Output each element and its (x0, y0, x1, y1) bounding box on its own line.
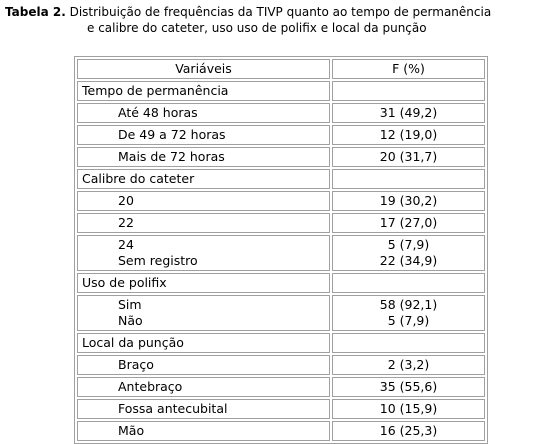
variable-cell (77, 191, 330, 211)
table-row (77, 235, 485, 271)
variable-label: 24 (118, 237, 134, 252)
variable-cell (77, 295, 330, 331)
group-empty-cell (332, 81, 485, 101)
header-row (77, 59, 485, 79)
variable-label: 22 (118, 215, 134, 230)
frequency-value: 5 (7,9) (387, 313, 430, 328)
frequency-value: 12 (19,0) (379, 127, 438, 142)
variable-cell (77, 377, 330, 397)
variable-label: Até 48 horas (118, 105, 198, 120)
table-row (77, 125, 485, 145)
group-empty-cell (332, 169, 485, 189)
variable-cell (77, 213, 330, 233)
caption-label: Tabela 2. (5, 5, 66, 19)
frequency-value: 31 (49,2) (379, 105, 438, 120)
header-frequency: F (%) (332, 59, 485, 79)
frequency-value: 10 (15,9) (379, 401, 438, 416)
caption-line-1: Distribuição de frequências da TIVP quanto ao tempo de permanência (65, 5, 492, 19)
group-row (77, 81, 485, 101)
variable-label: Mais de 72 horas (118, 149, 225, 164)
variable-label: Antebraço (118, 379, 183, 394)
table-row (77, 377, 485, 397)
frequency-value: 58 (92,1) (379, 297, 438, 312)
group-empty-cell (332, 273, 485, 293)
variable-cell (77, 235, 330, 271)
group-row (77, 333, 485, 353)
frequency-value: 17 (27,0) (379, 215, 438, 230)
frequency-value: 5 (7,9) (387, 237, 430, 252)
table-row (77, 421, 485, 441)
variable-label: Não (118, 313, 143, 328)
table-row (77, 399, 485, 419)
frequency-cell (332, 399, 485, 419)
variable-label: Mão (118, 423, 145, 438)
group-row (77, 169, 485, 189)
table-caption (5, 4, 550, 36)
frequency-value: 35 (55,6) (379, 379, 438, 394)
header-variables: Variáveis (77, 59, 330, 79)
frequency-value: 2 (3,2) (387, 357, 430, 372)
frequency-value: 19 (30,2) (379, 193, 438, 208)
table-row (77, 103, 485, 123)
variable-cell (77, 355, 330, 375)
frequency-value: 22 (34,9) (379, 253, 438, 268)
frequency-table (74, 56, 488, 444)
group-title: Tempo de permanência (77, 81, 330, 101)
caption-line-2: e calibre do cateter, uso uso de polifix e local da punção (87, 21, 427, 35)
variable-label: Braço (118, 357, 154, 372)
frequency-value: 16 (25,3) (379, 423, 438, 438)
frequency-cell (332, 295, 485, 331)
group-title: Calibre do cateter (77, 169, 330, 189)
frequency-cell (332, 235, 485, 271)
variable-cell (77, 147, 330, 167)
frequency-cell (332, 421, 485, 441)
table-row (77, 191, 485, 211)
group-title: Local da punção (77, 333, 330, 353)
variable-label: 20 (118, 193, 134, 208)
group-empty-cell (332, 333, 485, 353)
frequency-cell (332, 125, 485, 145)
frequency-cell (332, 147, 485, 167)
variable-label: De 49 a 72 horas (118, 127, 226, 142)
group-row (77, 273, 485, 293)
frequency-value: 20 (31,7) (379, 149, 438, 164)
frequency-cell (332, 377, 485, 397)
variable-cell (77, 125, 330, 145)
frequency-cell (332, 191, 485, 211)
table-row (77, 213, 485, 233)
frequency-cell (332, 355, 485, 375)
table-row (77, 355, 485, 375)
variable-label: Sem registro (118, 253, 198, 268)
variable-label: Fossa antecubital (118, 401, 228, 416)
group-title: Uso de polifix (77, 273, 330, 293)
table-row (77, 295, 485, 331)
variable-cell (77, 421, 330, 441)
variable-cell (77, 399, 330, 419)
table-row (77, 147, 485, 167)
frequency-cell (332, 103, 485, 123)
variable-cell (77, 103, 330, 123)
frequency-cell (332, 213, 485, 233)
table-body (77, 81, 485, 441)
variable-label: Sim (118, 297, 142, 312)
